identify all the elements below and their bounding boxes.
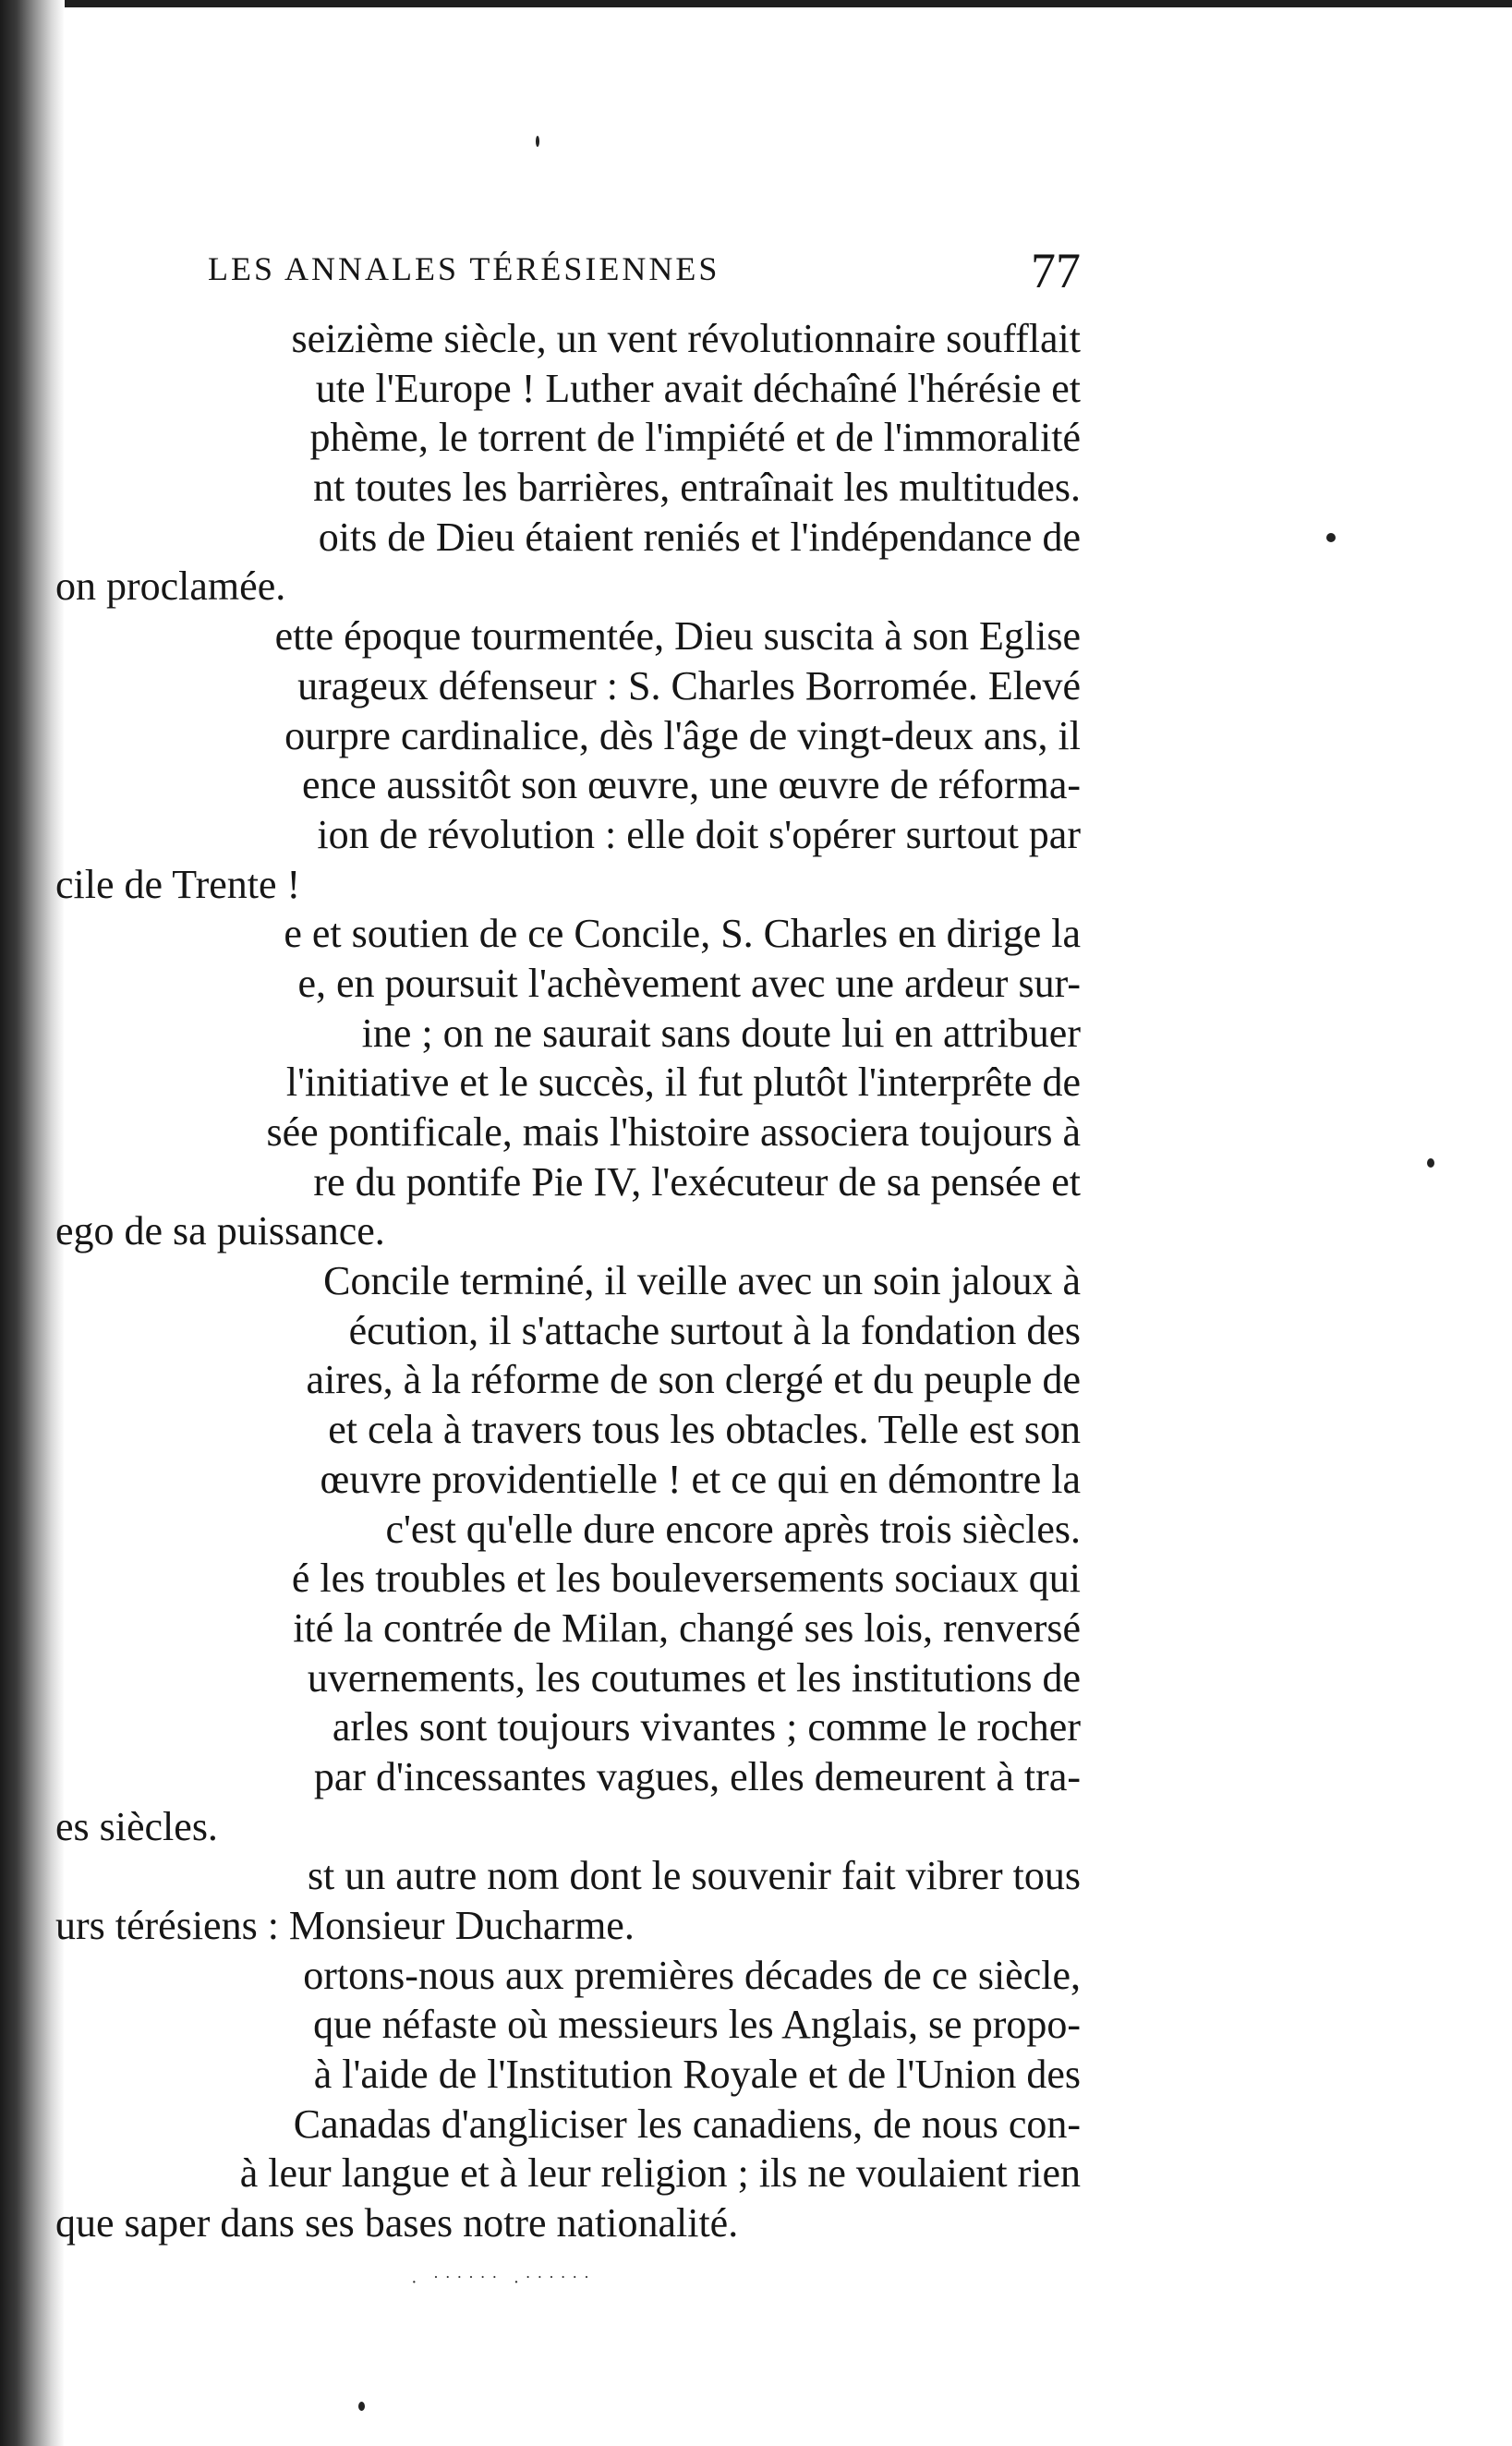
text-line: phème, le torrent de l'impiété et de l'immoralité — [309, 415, 1081, 461]
page-number: 77 — [1031, 243, 1081, 298]
text-line: à leur langue et à leur religion ; ils ne voulaient rien — [239, 2150, 1081, 2197]
text-line: re du pontife Pie IV, l'exécuteur de sa pensée et — [313, 1158, 1081, 1205]
text-line: Concile terminé, il veille avec un soin jaloux à — [323, 1258, 1081, 1304]
text-line: ion de révolution : elle doit s'opérer surtout par — [317, 811, 1081, 857]
text-line: ité la contrée de Milan, changé ses lois, renversé — [293, 1604, 1081, 1651]
text-line: aires, à la réforme de son clergé et du peuple de — [306, 1357, 1081, 1403]
page-header — [208, 242, 1081, 297]
ink-speck — [1326, 533, 1336, 542]
page-top-edge — [0, 0, 1512, 7]
text-line: urageux défenseur : S. Charles Borromée. Elevé — [297, 662, 1081, 708]
text-line: écution, il s'attache surtout à la fondation des — [348, 1307, 1081, 1353]
text-line: ute l'Europe ! Luther avait déchaîné l'hérésie et — [315, 365, 1081, 411]
text-line: cile de Trente ! — [55, 861, 301, 907]
text-line: ortons-nous aux premières décades de ce siècle, — [303, 1952, 1081, 1998]
ink-speck — [536, 136, 539, 147]
text-line: Canadas d'angliciser les canadiens, de nous con- — [293, 2101, 1081, 2147]
text-line: ette époque tourmentée, Dieu suscita à son Eglise — [274, 613, 1081, 660]
text-line: œuvre providentielle ! et ce qui en démontre la — [320, 1456, 1081, 1502]
text-line: urs térésiens : Monsieur Ducharme. — [55, 1903, 635, 1948]
text-line: l'initiative et le succès, il fut plutôt l'interprête de — [285, 1060, 1081, 1106]
text-line: ence aussitôt son œuvre, une œuvre de réforma- — [301, 762, 1081, 808]
text-line: que saper dans ses bases notre nationalité. — [55, 2200, 739, 2246]
text-line: c'est qu'elle dure encore après trois siècles. — [385, 1506, 1081, 1552]
body-text — [55, 314, 1081, 2248]
print-dots: · ˙˙˙˙˙˙ ·˙˙˙˙˙˙ — [411, 2272, 596, 2293]
text-line: ine ; on ne saurait sans doute lui en attribuer — [361, 1010, 1081, 1056]
text-line: uvernements, les coutumes et les institutions de — [307, 1654, 1081, 1701]
text-line: seizième siècle, un vent révolutionnaire soufflait — [291, 316, 1081, 361]
text-line: nt toutes les barrières, entraînait les multitudes. — [313, 465, 1081, 511]
text-line: et cela à travers tous les obtacles. Telle est son — [328, 1407, 1081, 1453]
text-line: e et soutien de ce Concile, S. Charles en dirige la — [284, 911, 1081, 957]
text-line: es siècles. — [55, 1803, 218, 1849]
text-line: on proclamée. — [55, 563, 286, 610]
text-line: sée pontificale, mais l'histoire associera toujours à — [266, 1109, 1081, 1155]
text-line: que néfaste où messieurs les Anglais, se propo- — [313, 2002, 1081, 2048]
text-line: ourpre cardinalice, dès l'âge de vingt-deux ans, il — [284, 712, 1081, 758]
text-line: e, en poursuit l'achèvement avec une ardeur sur- — [297, 960, 1081, 1006]
text-line: à l'aide de l'Institution Royale et de l'Union des — [313, 2052, 1081, 2098]
ink-speck — [358, 2402, 365, 2411]
text-line: ego de sa puissance. — [55, 1208, 385, 1254]
text-line: oits de Dieu étaient reniés et l'indépendance de — [318, 514, 1081, 560]
text-line: é les troubles et les bouleversements sociaux qui — [291, 1556, 1081, 1602]
ink-speck — [1427, 1158, 1434, 1168]
text-line: par d'incessantes vagues, elles demeurent à tra- — [313, 1753, 1081, 1799]
text-line: st un autre nom dont le souvenir fait vibrer tous — [307, 1853, 1081, 1899]
running-title: LES ANNALES TÉRÉSIENNES — [208, 250, 720, 287]
text-line: arles sont toujours vivantes ; comme le rocher — [332, 1704, 1081, 1750]
